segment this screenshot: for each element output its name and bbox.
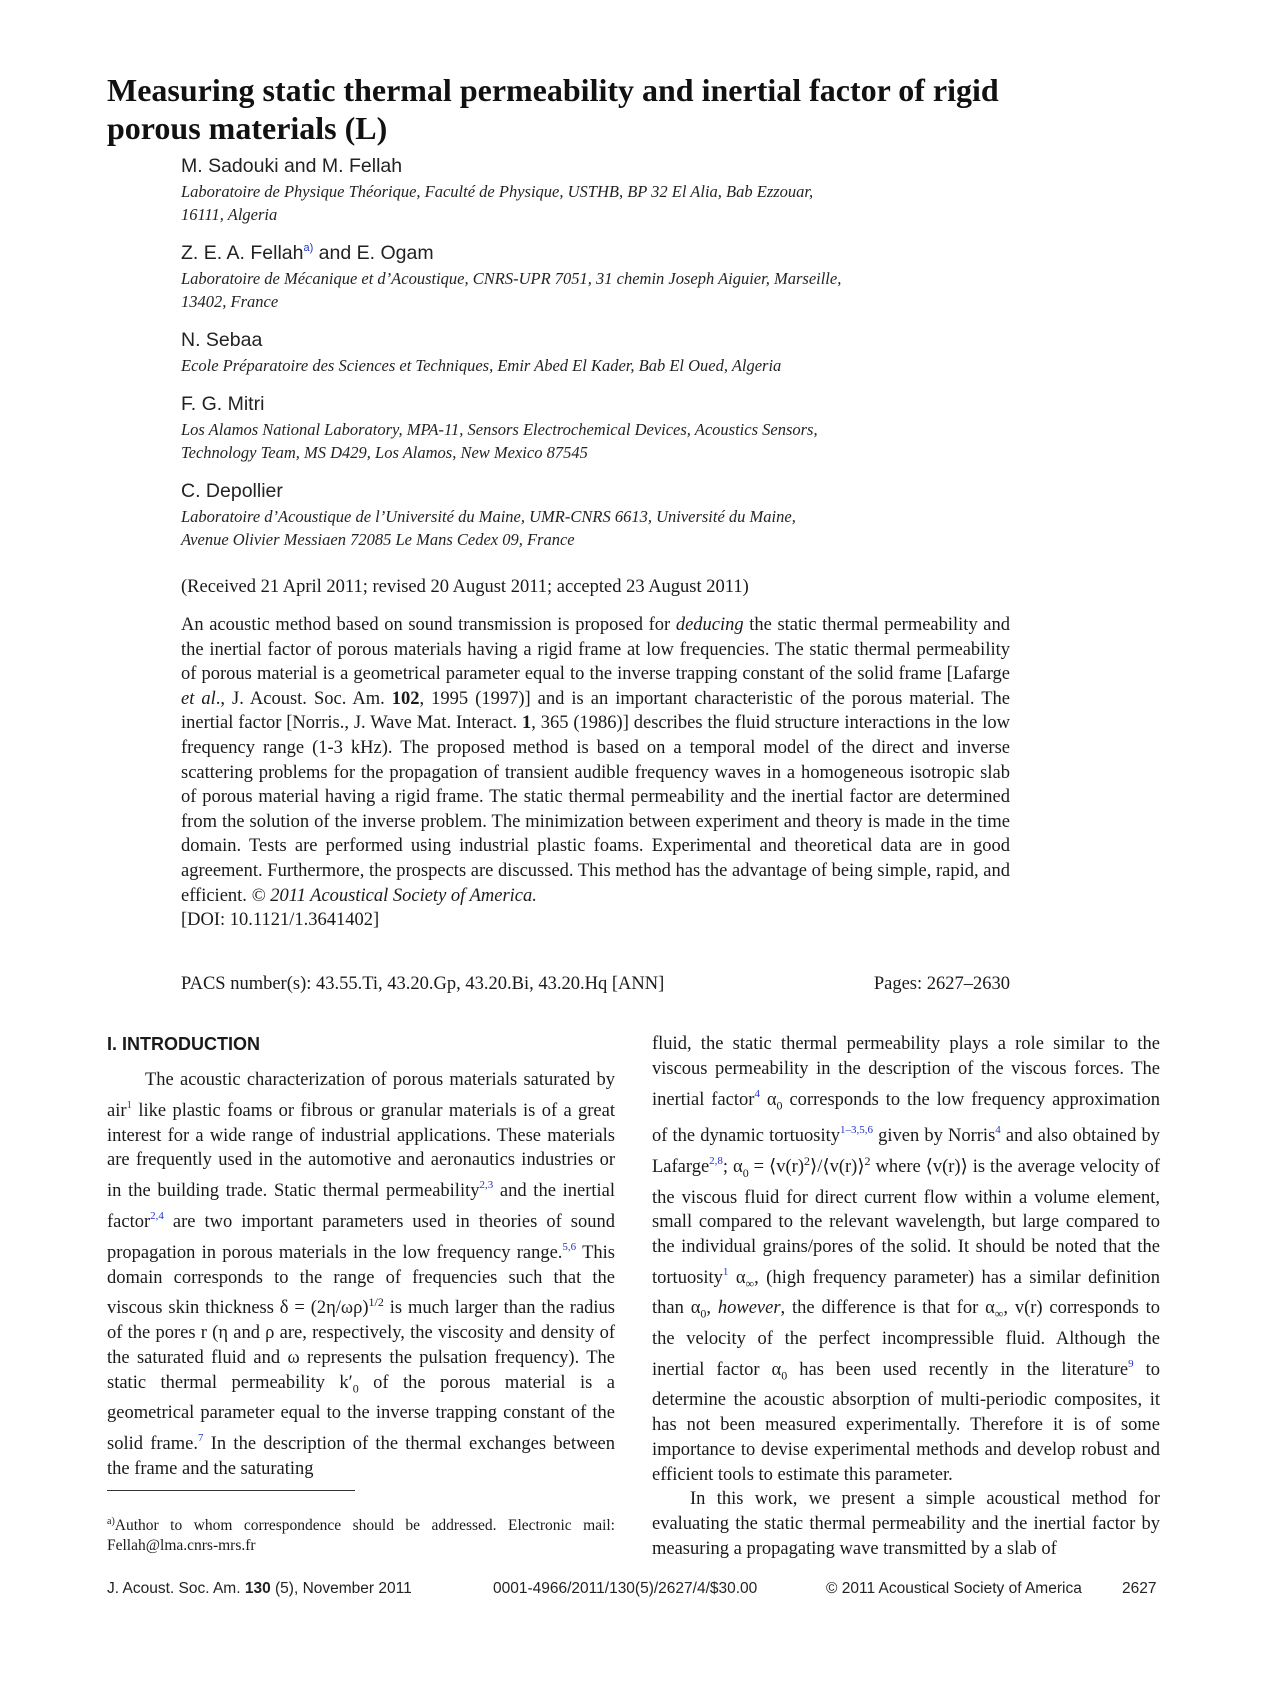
reference-link[interactable]: 2,4 xyxy=(150,1209,164,1222)
footer-code: 0001-4966/2011/130(5)/2627/4/$30.00 xyxy=(493,1580,758,1597)
body-text: where ⟨v(r)⟩ is the average velocity of the viscous fluid for direct current flow within a volume element, small compared to the relevant wavelength, but large compared to the individual grains/pores of the solid. It should be noted that the tortuosity xyxy=(652,1157,1161,1288)
reference-link[interactable]: 1–3,5,6 xyxy=(840,1124,874,1137)
abstract-text: An acoustic method based on sound transmission is proposed for xyxy=(181,615,676,635)
abstract-text: , 365 (1986)] describes the fluid structure interactions in the low frequency range (1-3 kHz). The proposed method is based on a temporal model of the direct and inverse scattering problems for the propagation of transient audible frequency waves in a homogeneous isotropic slab of porous material having a rigid frame. The static thermal permeability and the inertial factor are determined from the solution of the inverse problem. The minimization between experiment and theory is made in the time domain. Tests are performed using industrial plastic foams. Experimental and theoretical data are in good agreement. Furthermore, the prospects are discussed. This method has the advantage of being simple, rapid, and efficient. xyxy=(181,713,1011,906)
affiliation-3 xyxy=(181,354,961,377)
affiliation-2-line-2: 13402, France xyxy=(181,292,279,311)
math-subscript: 0 xyxy=(781,1368,788,1383)
abstract-emphasis: deducing xyxy=(675,615,744,635)
math-subscript: 0 xyxy=(776,1098,783,1113)
page-number: 2627 xyxy=(1122,1580,1157,1597)
intro-paragraph-2: In this work, we present a simple acoustical method for evaluating the static thermal permeability and the inertial factor by measuring a propagating wave transmitted by a slab of xyxy=(652,1489,1160,1559)
affiliation-1 xyxy=(181,180,961,226)
reference-link[interactable]: 2,8 xyxy=(709,1155,723,1168)
abstract-copyright: © 2011 Acoustical Society of America. xyxy=(251,885,537,906)
affiliation-5-line-1: Laboratoire d’Acoustique de l’Université du Maine, UMR-CNRS 6613, Université du Maine, xyxy=(181,507,796,526)
body-text: corresponds to the low frequency approximation of the dynamic tortuosity xyxy=(652,1089,1160,1147)
body-text: are two important parameters used in theories of sound propagation in porous materials in the low frequency range. xyxy=(107,1211,615,1263)
author-ogam: and E. Ogam xyxy=(313,242,434,264)
body-text: , v(r) corresponds to the velocity of the perfect incompressible fluid. Although the inertial factor α xyxy=(652,1298,1161,1380)
affiliation-5 xyxy=(181,505,961,551)
body-text: , xyxy=(706,1298,718,1319)
affiliation-4 xyxy=(181,418,961,464)
abstract-text: , 1995 (1997)] and is an important characteristic of the porous material. The inertial factor [Norris., J. Wave Mat. Interact. xyxy=(181,688,1010,734)
footer-journal xyxy=(107,1580,412,1598)
body-text: and the inertial factor xyxy=(107,1181,615,1232)
footnote-text: Author to whom correspondence should be addressed. Electronic mail: Fellah@lma.cnrs-mrs.fr xyxy=(107,1517,615,1555)
affiliation-5-line-2: Avenue Olivier Messiaen 72085 Le Mans Cedex 09, France xyxy=(181,530,575,549)
math-superscript: 2 xyxy=(864,1153,871,1168)
journal-name: J. Acoust. Soc. Am. xyxy=(107,1580,245,1597)
body-text: In the description of the thermal exchanges between the frame and the saturating xyxy=(107,1434,615,1479)
author-names-1: M. Sadouki and M. Fellah xyxy=(181,155,403,177)
reference-link[interactable]: 1 xyxy=(722,1265,729,1278)
section-heading: I. INTRODUCTION xyxy=(107,1034,260,1054)
reference-link[interactable]: 4 xyxy=(754,1087,760,1100)
title-line-1: Measuring static thermal permeability and inertial factor of rigid xyxy=(107,72,999,108)
math-formula: ⟩/⟨v(r)⟩ xyxy=(810,1157,865,1178)
doi[interactable]: [DOI: 10.1121/1.3641402] xyxy=(181,910,380,931)
body-text: The acoustic characterization of porous materials saturated by air xyxy=(107,1070,615,1121)
affiliation-3-line-1: Ecole Préparatoire des Sciences et Techniques, Emir Abed El Kader, Bab El Oued, Algeria xyxy=(181,356,782,375)
affiliation-1-line-2: 16111, Algeria xyxy=(181,205,278,224)
author-fellah: Z. E. A. Fellah xyxy=(181,242,304,264)
footnote-divider xyxy=(107,1490,355,1491)
affiliation-1-line-1: Laboratoire de Physique Théorique, Faculté de Physique, USTHB, BP 32 El Alia, Bab Ezzouar, xyxy=(181,182,814,201)
intro-paragraph-1 xyxy=(107,1068,615,1482)
affiliation-2-line-1: Laboratoire de Mécanique et d’Acoustique, CNRS-UPR 7051, 31 chemin Joseph Aiguier, Marseille, xyxy=(181,269,842,288)
received-dates: (Received 21 April 2011; revised 20 August 2011; accepted 23 August 2011) xyxy=(181,577,749,597)
math-subscript: ∞ xyxy=(994,1307,1004,1322)
body-text: of the porous material is a geometrical parameter equal to the inverse trapping constant of the solid frame. xyxy=(107,1372,615,1455)
journal-issue: (5), November 2011 xyxy=(270,1580,412,1597)
left-column xyxy=(107,1068,615,1482)
abstract-volume: 102 xyxy=(391,688,420,709)
math-superscript: 2 xyxy=(804,1153,811,1168)
affiliation-4-line-2: Technology Team, MS D429, Los Alamos, New Mexico 87545 xyxy=(181,443,588,462)
math-symbol: α xyxy=(728,1267,746,1288)
footnote xyxy=(107,1512,615,1556)
author-names-3: N. Sebaa xyxy=(181,329,263,351)
abstract-text: ., J. Acoust. Soc. Am. xyxy=(215,688,392,709)
abstract-emphasis: et al xyxy=(181,688,216,709)
intro-paragraph-1-continued xyxy=(652,1032,1160,1487)
body-text: has been used recently in the literature xyxy=(787,1359,1129,1380)
body-text: , the difference is that for α xyxy=(780,1298,995,1319)
page-range: Pages: 2627–2630 xyxy=(873,974,1010,994)
footnote-mark: a) xyxy=(107,1516,115,1527)
abstract xyxy=(181,613,1010,933)
affiliation-4-line-1: Los Alamos National Laboratory, MPA-11, Sensors Electrochemical Devices, Acoustics Sensors, xyxy=(181,420,818,439)
math-subscript: 0 xyxy=(700,1307,707,1322)
reference-link[interactable]: 1 xyxy=(126,1098,133,1111)
pacs-numbers: PACS number(s): 43.55.Ti, 43.20.Gp, 43.20.Bi, 43.20.Hq [ANN] xyxy=(181,974,665,994)
journal-volume: 130 xyxy=(244,1580,271,1597)
title-line-2: porous materials (L) xyxy=(107,110,388,146)
author-names-5: C. Depollier xyxy=(181,480,283,502)
author-names-4: F. G. Mitri xyxy=(181,393,265,415)
body-text: , (high frequency parameter) has a similar definition than α xyxy=(652,1267,1160,1319)
body-text: to determine the acoustic absorption of multi-periodic composites, it has not been measured experimentally. Therefore it is of some importance to devise experimental methods and develop robust and efficient tools to estimate this parameter. xyxy=(652,1359,1161,1485)
math-formula: = ⟨v(r) xyxy=(748,1157,805,1178)
math-symbol: ; α xyxy=(722,1157,743,1178)
body-text: and also obtained by Lafarge xyxy=(652,1126,1161,1178)
reference-link[interactable]: 2,3 xyxy=(479,1179,494,1192)
reference-link[interactable]: 9 xyxy=(1128,1357,1134,1370)
author-names-2 xyxy=(181,242,434,265)
abstract-volume: 1 xyxy=(522,713,532,734)
paper-title xyxy=(107,71,1187,147)
pacs-row xyxy=(181,974,1010,995)
body-text: given by Norris xyxy=(873,1126,996,1147)
right-column xyxy=(652,1032,1160,1562)
body-text: is much larger than the radius of the pores r (η and ρ are, respectively, the viscosity and density of the saturated fluid and ω represents the pulsation frequency). The static thermal permeability k′ xyxy=(107,1298,616,1393)
math-subscript: ∞ xyxy=(745,1276,755,1291)
body-text: fluid, the static thermal permeability plays a role similar to the viscous permeability in the description of the viscous forces. The inertial factor xyxy=(652,1034,1160,1110)
math-subscript: 0 xyxy=(352,1381,359,1396)
footnote-link[interactable]: a) xyxy=(303,242,314,254)
body-text: This domain corresponds to the range of frequencies such that the viscous skin thickness δ = (2η/ωρ) xyxy=(107,1242,615,1319)
reference-link[interactable]: 5,6 xyxy=(562,1240,577,1253)
affiliation-2 xyxy=(181,267,961,313)
footer-copyright: © 2011 Acoustical Society of America xyxy=(826,1580,1082,1597)
body-emphasis: however xyxy=(717,1298,781,1319)
math-symbol: α xyxy=(759,1089,777,1110)
body-text: like plastic foams or fibrous or granular materials is of a great interest for a wide range of industrial applications. These materials are frequently used in the automotive and aeronautics industries or in the building trade. Static thermal permeability xyxy=(107,1100,615,1202)
abstract-text: the static thermal permeability and the inertial factor of porous materials having a rigid frame at low frequencies. The static thermal permeability of porous material is a geometrical parameter equal to the inverse trapping constant of the solid frame [Lafarge xyxy=(181,615,1011,685)
reference-link[interactable]: 4 xyxy=(995,1124,1001,1137)
math-subscript: 0 xyxy=(742,1165,749,1180)
reference-link[interactable]: 7 xyxy=(198,1432,204,1445)
math-superscript: 1/2 xyxy=(368,1295,384,1310)
